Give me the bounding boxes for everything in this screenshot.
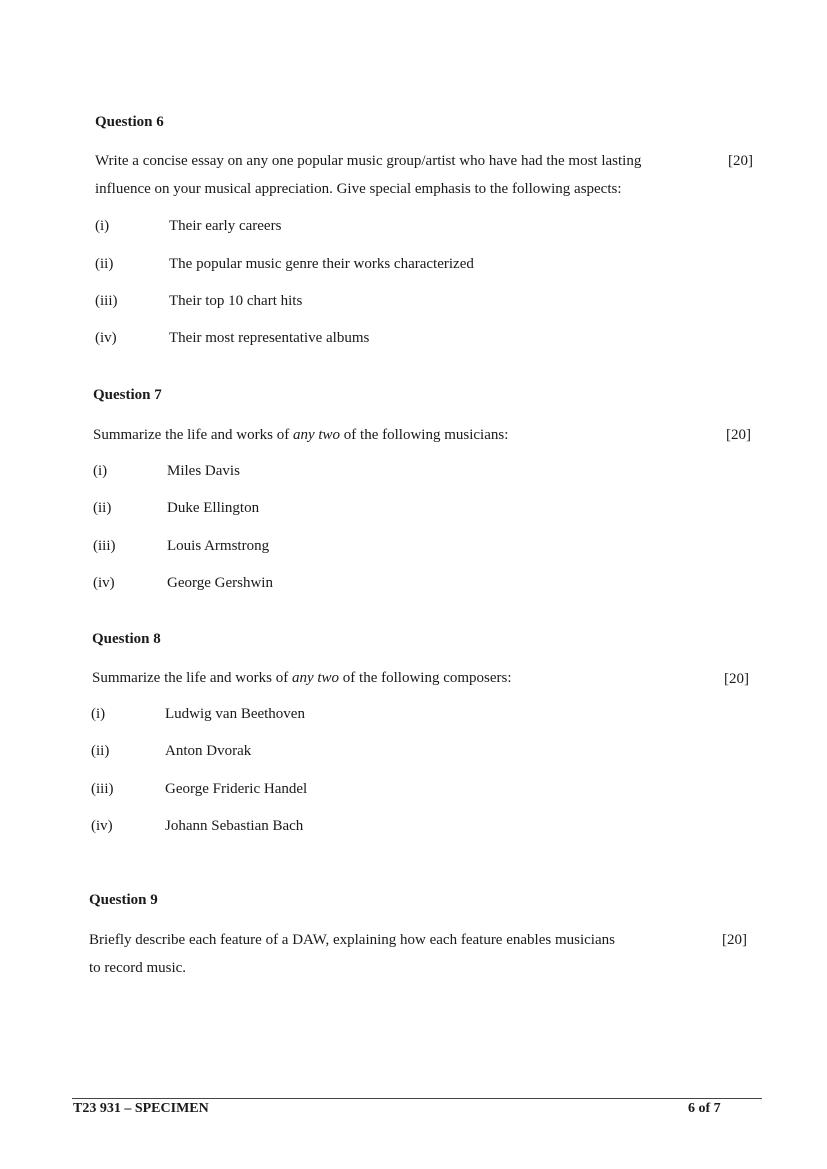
item-text: Ludwig van Beethoven [165,706,305,722]
item-number: (ii) [91,743,110,759]
item-number: (iii) [95,293,118,309]
question-8-prompt-start: Summarize the life and works of [92,670,292,686]
question-7-prompt-emphasis: any two [292,427,341,443]
footer-divider [72,1098,762,1099]
item-text: Their most representative albums [169,330,370,346]
question-7-marks: [20] [726,427,751,443]
question-7-prompt [93,421,713,449]
footer-page-number: 6 of 7 [688,1101,721,1116]
item-number: (iii) [91,781,114,797]
item-text: George Gershwin [167,575,273,591]
question-8-prompt-end: of the following composers: [339,670,512,686]
item-number: (iv) [91,818,113,834]
question-6-title: Question 6 [95,114,164,130]
item-text: Louis Armstrong [167,538,270,554]
item-number: (i) [91,706,106,722]
item-number: (ii) [93,500,112,516]
item-text: The popular music genre their works characterized [169,256,474,272]
question-9-prompt-line-2: to record music. [89,960,187,976]
item-number: (iv) [93,575,115,591]
question-8-prompt-emphasis: any two [291,670,340,686]
item-text: Anton Dvorak [165,743,252,759]
question-8-marks: [20] [724,671,749,687]
item-number: (iii) [93,538,116,554]
item-text: Johann Sebastian Bach [165,818,304,834]
question-6-prompt-line-2: influence on your musical appreciation. Give special emphasis to the following aspects: [95,181,622,197]
item-number: (ii) [95,256,114,272]
item-text: Their early careers [169,218,282,234]
question-7-prompt-end: of the following musicians: [340,427,509,443]
item-text: Duke Ellington [167,500,260,516]
question-8-title: Question 8 [92,631,161,647]
question-9-prompt-line-1: Briefly describe each feature of a DAW, explaining how each feature enables musicians [89,932,615,948]
question-9-prompt [89,926,709,982]
question-6-marks: [20] [728,153,753,169]
question-6-prompt [95,147,715,203]
question-7-prompt-start: Summarize the life and works of [93,427,293,443]
item-number: (iv) [95,330,117,346]
question-9-marks: [20] [722,932,747,948]
question-9-title: Question 9 [89,892,158,908]
footer-exam-code: T23 931 – SPECIMEN [73,1101,209,1116]
item-text: Miles Davis [167,463,240,479]
question-6-prompt-line-1: Write a concise essay on any one popular music group/artist who have had the most lasting [95,153,642,169]
item-number: (i) [95,218,110,234]
item-text: George Frideric Handel [165,781,308,797]
item-number: (i) [93,463,108,479]
question-8-prompt [92,664,712,692]
item-text: Their top 10 chart hits [169,293,303,309]
question-7-title: Question 7 [93,387,162,403]
